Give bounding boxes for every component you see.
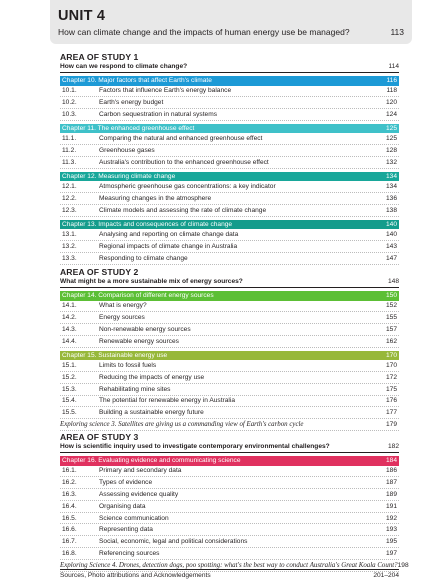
entry-page: 189 [385,490,397,498]
chapter-title: Chapter 16. Evaluating evidence and communicating science [62,457,241,465]
entry-title: Exploring Science 4. Drones, detection dogs, poo spotting: what's the best way to conduct Australia's Great Koala Count? [60,561,398,569]
area-of-study-title: AREA OF STUDY 2 [60,267,139,277]
toc-entry[interactable] [60,524,399,536]
entry-title: Referencing sources [99,549,160,557]
entry-page: 175 [385,385,397,393]
entry-number: 15.3. [62,385,77,393]
footer-page: 201–204 [373,572,399,579]
area-of-study-question-row[interactable] [60,278,399,285]
entry-title: Assessing evidence quality [99,490,179,498]
entry-title: Factors that influence Earth's energy balance [99,87,232,95]
entry-title: Earth's energy budget [99,99,164,107]
toc-entry[interactable] [60,109,399,121]
entry-page: 193 [385,526,397,534]
entry-page: 195 [385,538,397,546]
entry-title: Atmospheric greenhouse gas concentrations: a key indicator [99,183,276,191]
chapter-heading[interactable] [60,291,399,301]
area-of-study-question-row[interactable] [60,443,399,450]
entry-number: 10.3. [62,110,77,118]
toc-entry[interactable] [60,407,399,419]
area-of-study-3 [60,432,409,572]
entry-number: 16.4. [62,502,77,510]
chapter-title: Chapter 14. Comparison of different energy sources [62,292,214,300]
toc-entry[interactable] [60,466,399,478]
entry-title: Australia's contribution to the enhanced greenhouse effect [99,158,269,166]
entry-page: 125 [385,135,397,143]
entry-title: Science communication [99,514,169,522]
area-of-study-title: AREA OF STUDY 1 [60,52,139,62]
entry-number: 12.1. [62,183,77,191]
chapter-title: Chapter 11. The enhanced greenhouse effect [62,125,195,133]
entry-title: Carbon sequestration in natural systems [99,110,218,118]
entry-title: Building a sustainable energy future [99,409,204,417]
chapter-page: 140 [385,220,397,228]
footer-row[interactable] [60,569,399,579]
entry-page: 118 [386,87,397,95]
entry-title: Primary and secondary data [99,467,182,475]
chapter-title: Chapter 13. Impacts and consequences of climate change [62,220,233,228]
entry-page: 134 [385,183,397,191]
entry-number: 13.3. [62,254,77,262]
entry-number: 13.2. [62,242,77,250]
entry-page: 138 [385,206,397,214]
chapter-title: Chapter 15. Sustainable energy use [62,351,168,359]
area-of-study-1 [60,52,399,265]
entry-number: 12.2. [62,194,77,202]
entry-page: 147 [385,254,397,262]
chapter-title: Chapter 12. Measuring climate change [62,173,176,181]
entry-page: 143 [385,242,397,250]
exploring-science-entry[interactable] [60,419,399,431]
toc-entry[interactable] [60,133,399,145]
entry-number: 11.1. [62,135,77,143]
entry-page: 191 [385,502,397,510]
entry-title: Social, economic, legal and political considerations [99,538,248,546]
entry-title: Limits to fossil fuels [99,362,157,370]
toc-entry[interactable] [60,312,399,324]
chapter-heading[interactable] [60,172,399,182]
entry-page: 192 [385,514,397,522]
entry-number: 12.3. [62,206,77,214]
entry-number: 16.1. [62,467,77,475]
unit-header [50,0,412,44]
unit-page-number: 113 [390,27,404,37]
page-margin [0,0,48,576]
toc-entry[interactable] [60,301,399,313]
entry-page: 128 [385,147,397,155]
entry-title: Regional impacts of climate change in Australia [99,242,238,250]
entry-page: 198 [397,561,409,569]
entry-number: 16.5. [62,514,77,522]
area-of-study-title: AREA OF STUDY 3 [60,432,139,442]
entry-title: Comparing the natural and enhanced greenhouse effect [99,135,263,143]
chapter-heading[interactable] [60,220,399,230]
entry-title: The potential for renewable energy in Australia [99,397,235,405]
entry-page: 152 [385,302,397,310]
entry-number: 15.2. [62,373,77,381]
toc-entry[interactable] [60,193,399,205]
chapter-heading[interactable] [60,456,399,466]
toc-entry[interactable] [60,253,399,265]
area-of-study-question: How is scientific inquiry used to investigate contemporary environmental challenges? [60,443,330,450]
entry-page: 162 [385,337,397,345]
entry-title: Climate models and assessing the rate of climate change [99,206,267,214]
entry-number: 11.2. [62,147,77,155]
toc-entry[interactable] [60,336,399,348]
toc-entry[interactable] [60,145,399,157]
entry-number: 16.6. [62,526,77,534]
unit-title: UNIT 4 [58,8,106,24]
entry-title: Exploring science 3. Satellites are giving us a commanding view of Earth's carbon cycle [60,421,304,429]
toc-entry[interactable] [60,396,399,408]
toc-entry[interactable] [60,501,399,513]
entry-number: 16.7. [62,538,77,546]
entry-title: Rehabilitating mine sites [99,385,171,393]
chapter-page: 184 [385,457,397,465]
entry-number: 10.2. [62,99,77,107]
entry-number: 15.4. [62,397,77,405]
chapter-heading[interactable] [60,76,399,86]
toc-entry[interactable] [60,157,399,169]
entry-page: 124 [385,110,397,118]
entry-page: 157 [385,325,397,333]
entry-title: Analysing and reporting on climate change data [99,231,239,239]
area-of-study-page: 114 [388,63,399,70]
entry-title: Greenhouse gases [99,147,155,155]
chapter-page: 125 [385,125,397,133]
divider [60,452,399,453]
chapter-page: 116 [386,77,397,85]
entry-number: 14.1. [62,302,77,310]
toc-entry[interactable] [60,86,399,98]
toc-entry[interactable] [60,97,399,109]
entry-page: 155 [385,314,397,322]
toc-entry[interactable] [60,205,399,217]
area-of-study-2 [60,267,399,431]
toc-entry[interactable] [60,513,399,525]
entry-page: 177 [385,409,397,417]
entry-title: Types of evidence [99,479,153,487]
divider [60,72,399,73]
entry-page: 176 [385,397,397,405]
toc-entry[interactable] [60,384,399,396]
entry-title: What is energy? [99,302,147,310]
entry-number: 14.3. [62,325,77,333]
entry-title: Reducing the impacts of energy use [99,373,205,381]
area-of-study-page: 182 [387,443,399,450]
entry-page: 187 [385,479,397,487]
entry-title: Energy sources [99,314,145,322]
chapter-page: 134 [385,173,397,181]
entry-page: 186 [385,467,397,475]
toc-entry[interactable] [60,536,399,548]
area-of-study-question-row[interactable] [60,63,399,70]
entry-number: 16.8. [62,549,77,557]
divider [60,287,399,288]
footer-label: Sources, Photo attributions and Acknowledgements [60,572,211,579]
entry-number: 10.1. [62,87,77,95]
entry-page: 132 [385,158,397,166]
entry-number: 13.1. [62,231,77,239]
entry-number: 14.2. [62,314,77,322]
entry-page: 197 [385,549,397,557]
entry-number: 14.4. [62,337,77,345]
entry-page: 136 [385,194,397,202]
toc-entry[interactable] [60,324,399,336]
chapter-heading[interactable] [60,124,399,134]
entry-number: 16.2. [62,479,77,487]
unit-question: How can climate change and the impacts of human energy use be managed? [58,27,350,37]
chapter-page: 170 [385,351,397,359]
entry-number: 11.3. [62,158,77,166]
entry-title: Measuring changes in the atmosphere [99,194,212,202]
toc-entry[interactable] [60,360,399,372]
toc-entry[interactable] [60,229,399,241]
area-of-study-question: How can we respond to climate change? [60,63,188,70]
entry-page: 140 [385,231,397,239]
toc-entry[interactable] [60,477,399,489]
toc-entry[interactable] [60,372,399,384]
entry-page: 170 [385,362,397,370]
toc-entry[interactable] [60,241,399,253]
entry-title: Renewable energy sources [99,337,179,345]
toc-entry[interactable] [60,489,399,501]
entry-title: Representing data [99,526,153,534]
area-of-study-question: What might be a more sustainable mix of energy sources? [60,278,243,285]
entry-number: 15.5. [62,409,77,417]
entry-title: Organising data [99,502,146,510]
entry-page: 172 [385,373,397,381]
chapter-title: Chapter 10. Major factors that affect Earth's climate [62,77,212,85]
entry-page: 179 [385,421,397,429]
chapter-page: 150 [385,292,397,300]
entry-title: Responding to climate change [99,254,188,262]
chapter-heading[interactable] [60,351,399,361]
entry-number: 15.1. [62,362,77,370]
entry-number: 16.3. [62,490,77,498]
toc-entry[interactable] [60,181,399,193]
toc-entry[interactable] [60,548,399,560]
entry-title: Non-renewable energy sources [99,325,191,333]
entry-page: 120 [385,99,397,107]
area-of-study-page: 148 [387,278,399,285]
